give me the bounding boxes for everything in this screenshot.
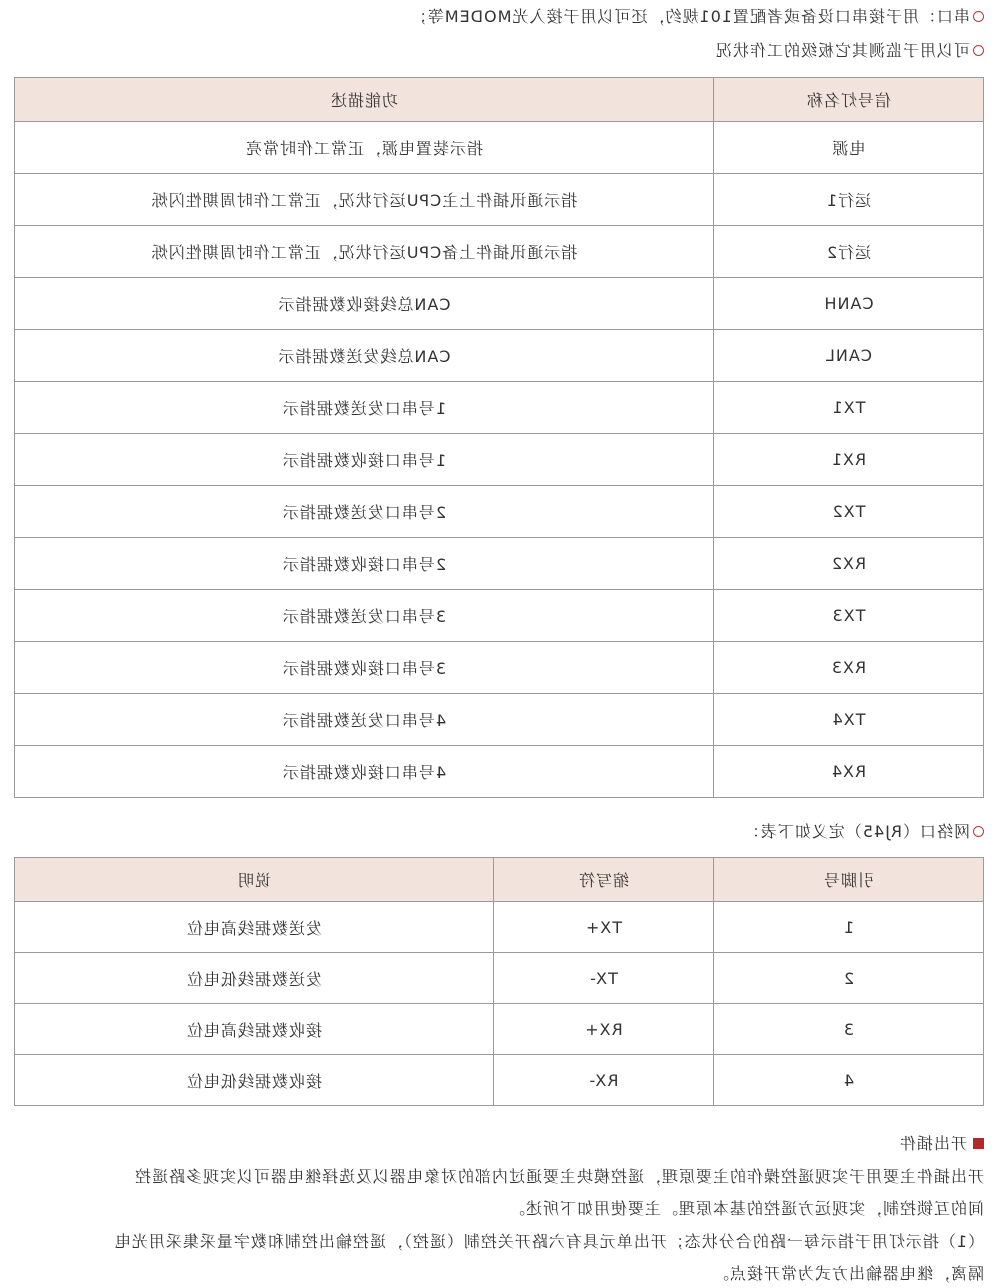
header-signal-name: 信号灯名称 [714,78,984,122]
table-row [15,538,984,590]
table-row [15,434,984,486]
header-pin: 引脚号 [714,858,984,902]
pin-cell: 2 [714,953,984,1004]
rj45-intro [743,819,984,845]
signal-name-cell: TX1 [714,382,984,434]
desc-cell: 发送数据线高电位 [15,902,494,953]
rj45-intro-text: 网络口（RJ45）定义如下表： [742,822,970,841]
header-function: 功能描述 [15,78,714,122]
table-row [15,1055,984,1106]
intro-line1-text: 串口：用于接串口设备或者配置101规约，还可以用于接入光MODEM等； [409,7,970,26]
paragraph-line: 间的互锁控制，实现远方遥控的基本原理。主要使用如下所述。 [507,1199,984,1218]
signal-name-cell: 运行2 [714,226,984,278]
abbr-cell: TX- [494,953,714,1004]
table-row [15,953,984,1004]
table-row [15,382,984,434]
intro-line-serial [410,4,984,30]
function-cell: 4号串口发送数据指示 [15,694,714,746]
function-cell: 指示装置电源，正常工作时常亮 [15,122,714,174]
signal-name-cell: RX3 [714,642,984,694]
signal-name-cell: RX2 [714,538,984,590]
square-bullet-icon [973,1138,984,1149]
function-cell: CAN总线接收数据指示 [15,278,714,330]
table-row [15,642,984,694]
function-cell: 2号串口发送数据指示 [15,486,714,538]
table-header-row [15,78,984,122]
table-row [15,330,984,382]
table-row [15,486,984,538]
section-title: 开出插件 [898,1134,967,1153]
signal-name-cell: 运行1 [714,174,984,226]
table-row [15,590,984,642]
function-cell: 2号串口接收数据指示 [15,538,714,590]
circle-bullet-icon [973,11,984,22]
desc-cell: 发送数据线低电位 [15,953,494,1004]
table-row [15,1004,984,1055]
header-desc: 说明 [15,858,494,902]
table-header-row [15,858,984,902]
table-row [15,902,984,953]
intro-line-monitor [715,38,984,64]
paragraph-line: （1）指示灯用于指示每一路的合分状态；开出单元具有六路开关控制（遥控），遥控输出控制和数字量采集采用光电 [113,1232,984,1251]
circle-bullet-icon [973,45,984,56]
pin-cell: 3 [714,1004,984,1055]
signal-name-cell: RX1 [714,434,984,486]
signal-name-cell: RX4 [714,746,984,798]
intro-line2-text: 可以用于监测其它板级的工作状况 [714,41,970,60]
signal-name-cell: TX2 [714,486,984,538]
abbr-cell: TX+ [494,902,714,953]
function-cell: 指示通讯插件上主CPU运行状况，正常工作时周期性闪烁 [15,174,714,226]
section-heading [899,1131,984,1157]
function-cell: CAN总线发送数据指示 [15,330,714,382]
abbr-cell: RX+ [494,1004,714,1055]
rj45-pin-table [14,857,984,1106]
function-cell: 3号串口接收数据指示 [15,642,714,694]
signal-name-cell: CANL [714,330,984,382]
function-cell: 1号串口接收数据指示 [15,434,714,486]
signal-name-cell: TX4 [714,694,984,746]
signal-light-table [14,77,984,798]
desc-cell: 接收数据线低电位 [15,1055,494,1106]
paragraph-line: 开出插件主要用于实现遥控操作的主要原理，遥控模块主要通过内部的对象电器以及选择继电器可以实现多路遥控 [133,1167,984,1186]
desc-cell: 接收数据线高电位 [15,1004,494,1055]
pin-cell: 1 [714,902,984,953]
function-cell: 指示通讯插件上备CPU运行状况，正常工作时周期性闪烁 [15,226,714,278]
table-row [15,694,984,746]
function-cell: 1号串口发送数据指示 [15,382,714,434]
function-cell: 4号串口接收数据指示 [15,746,714,798]
signal-name-cell: CANH [714,278,984,330]
table-row [15,278,984,330]
table-row [15,122,984,174]
table-row [15,746,984,798]
pin-cell: 4 [714,1055,984,1106]
circle-bullet-icon [973,826,984,837]
table-row [15,226,984,278]
signal-name-cell: 电源 [714,122,984,174]
abbr-cell: RX- [494,1055,714,1106]
paragraph-line: 隔离，继电器输出方式为常开接点。 [711,1264,984,1283]
signal-name-cell: TX3 [714,590,984,642]
header-abbr: 缩写符 [494,858,714,902]
function-cell: 3号串口发送数据指示 [15,590,714,642]
table-row [15,174,984,226]
